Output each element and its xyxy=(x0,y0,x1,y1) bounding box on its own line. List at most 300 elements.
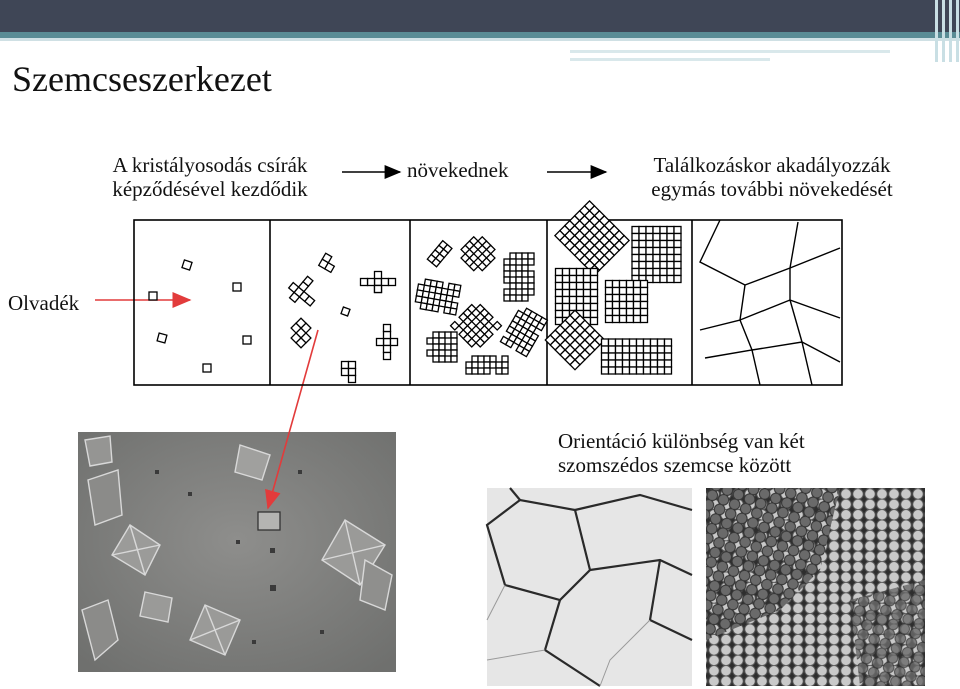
crystal-cell xyxy=(427,298,434,305)
crystal-cell xyxy=(627,281,634,288)
crystal-cell xyxy=(440,294,447,301)
crystal-cell xyxy=(440,249,448,257)
crystal-cell xyxy=(585,231,595,241)
crystal-cell xyxy=(510,283,516,289)
crystal-cell xyxy=(594,221,604,231)
orientation-line1: Orientáció különbség van két xyxy=(558,429,805,453)
crystal-cell xyxy=(539,317,547,325)
crystal-cell xyxy=(439,344,445,350)
crystal-cell xyxy=(243,336,251,344)
crystal-cell xyxy=(577,269,584,276)
crystal xyxy=(632,227,681,283)
crystal-cell xyxy=(674,234,681,241)
crystal-cell xyxy=(591,290,598,297)
crystal-cell xyxy=(486,254,494,262)
crystal-cell xyxy=(620,309,627,316)
crystal-cell xyxy=(470,245,478,253)
crystal-cell xyxy=(590,265,600,275)
crystal-cell xyxy=(523,322,531,330)
crystal-cell xyxy=(616,353,623,360)
crystal-cell xyxy=(585,201,595,211)
crystal-cell xyxy=(560,236,570,246)
crystal-cell xyxy=(510,259,516,265)
crystal-cell xyxy=(660,255,667,262)
crystal-cell xyxy=(639,227,646,234)
crystal xyxy=(286,318,316,348)
crystal-cell xyxy=(639,269,646,276)
crystal-cell xyxy=(604,250,614,260)
crystal xyxy=(500,305,547,356)
step1-line1: A kristályosodás csírák xyxy=(112,153,308,177)
crystal-cell xyxy=(528,283,534,289)
crystal-cell xyxy=(451,332,457,338)
crystal-cell xyxy=(630,353,637,360)
crystal-cell xyxy=(580,226,590,236)
crystal-cell xyxy=(361,279,368,286)
crystal-cell xyxy=(606,295,613,302)
crystal-cell xyxy=(384,339,391,346)
crystal-cell xyxy=(522,259,528,265)
crystal-cell xyxy=(433,344,439,350)
crystal-cell xyxy=(570,290,577,297)
crystal-cell xyxy=(590,236,600,246)
crystal-cell xyxy=(639,241,646,248)
crystal-cell xyxy=(504,295,510,301)
panel-impingement xyxy=(545,201,681,374)
crystal-cell xyxy=(563,297,570,304)
crystal xyxy=(451,300,502,351)
crystal-cell xyxy=(529,311,537,319)
crystal-cell xyxy=(584,290,591,297)
deco-line xyxy=(570,50,890,53)
crystal-cell xyxy=(528,289,534,295)
crystal-cell xyxy=(493,322,501,330)
crystal-cell xyxy=(613,288,620,295)
deco-line xyxy=(935,0,938,62)
crystal xyxy=(555,201,629,275)
crystal-cell xyxy=(556,283,563,290)
crystal-cell xyxy=(482,258,490,266)
crystal-cell xyxy=(478,262,486,270)
crystal-cell xyxy=(512,329,520,337)
crystal-cell xyxy=(653,262,660,269)
crystal-cell xyxy=(665,339,672,346)
crystal-cell xyxy=(585,325,595,335)
crystal-cell xyxy=(563,304,570,311)
crystal-cell xyxy=(599,245,609,255)
crystal-cell xyxy=(667,241,674,248)
crystal-cell xyxy=(516,277,522,283)
crystal-cell xyxy=(641,302,648,309)
crystal-cell xyxy=(556,276,563,283)
crystal-cell xyxy=(463,334,471,342)
crystal-cell xyxy=(575,250,585,260)
crystal-cell xyxy=(674,276,681,283)
crystal-cell xyxy=(630,367,637,374)
crystal-cell xyxy=(296,328,306,338)
crystal xyxy=(504,253,534,301)
crystal-cell xyxy=(584,283,591,290)
crystal-cell xyxy=(472,368,478,374)
crystal-cell xyxy=(433,338,439,344)
crystal-cell xyxy=(555,325,565,335)
deco-line xyxy=(956,0,959,62)
crystal-cell xyxy=(570,276,577,283)
crystal-cell xyxy=(658,339,665,346)
crystal-cell xyxy=(484,330,492,338)
crystal-cell xyxy=(427,255,435,263)
crystal-cell xyxy=(609,339,616,346)
crystal-cell xyxy=(646,241,653,248)
crystal-cell xyxy=(606,281,613,288)
crystal-cell xyxy=(646,255,653,262)
crystal-cell xyxy=(667,234,674,241)
crystal xyxy=(361,272,396,293)
crystal-cell xyxy=(565,231,575,241)
melt-label: Olvadék xyxy=(8,291,80,315)
crystal-cell xyxy=(384,353,391,360)
crystal-cell xyxy=(609,226,619,236)
crystal-cell xyxy=(639,276,646,283)
crystal-cell xyxy=(391,339,398,346)
crystal-cell xyxy=(556,304,563,311)
crystal-cell xyxy=(478,254,486,262)
crystal-cell xyxy=(644,353,651,360)
crystal-cell xyxy=(570,350,580,360)
crystal-cell xyxy=(555,335,565,345)
crystal-cell xyxy=(480,309,488,317)
crystal-cell xyxy=(614,241,624,251)
crystal-cell xyxy=(660,262,667,269)
crystal-cell xyxy=(463,317,471,325)
crystal-cell xyxy=(606,316,613,323)
crystal-cell xyxy=(570,226,580,236)
crystal-cell xyxy=(341,307,350,316)
crystal-cell xyxy=(502,368,508,374)
crystal-cell xyxy=(585,345,595,355)
crystal-cell xyxy=(560,350,570,360)
crystal-cell xyxy=(585,250,595,260)
crystal-cell xyxy=(496,368,502,374)
crystal-cell xyxy=(289,283,299,293)
crystal-cell xyxy=(660,241,667,248)
crystal-cell xyxy=(616,339,623,346)
crystal-cell xyxy=(522,283,528,289)
crystal-cell xyxy=(575,315,585,325)
crystal-cell xyxy=(630,360,637,367)
crystal-cell xyxy=(565,325,575,335)
crystal-cell xyxy=(563,269,570,276)
crystal-cell xyxy=(484,356,490,362)
crystal-cell xyxy=(591,318,598,325)
crystal-cell xyxy=(580,340,590,350)
crystal-cell xyxy=(349,362,356,369)
crystal-cell xyxy=(427,338,433,344)
crystal-cell xyxy=(658,346,665,353)
crystal-cell xyxy=(595,335,605,345)
crystal-cell xyxy=(646,227,653,234)
crystal-cell xyxy=(602,353,609,360)
crystal-cell xyxy=(524,308,532,316)
crystal-cell xyxy=(627,288,634,295)
crystal-cell xyxy=(653,255,660,262)
crystal-cell xyxy=(451,356,457,362)
crystal-cell xyxy=(510,277,516,283)
crystal-cell xyxy=(299,292,309,302)
crystal-cell xyxy=(528,271,534,277)
orientation-line2: szomszédos szemcse között xyxy=(558,453,792,477)
crystal-cell xyxy=(658,353,665,360)
crystal-cell xyxy=(476,322,484,330)
crystal-cell xyxy=(342,362,349,369)
crystal-cell xyxy=(510,289,516,295)
crystal-cell xyxy=(522,289,528,295)
crystal-cell xyxy=(570,320,580,330)
crystal-cell xyxy=(510,265,516,271)
crystal-cell xyxy=(563,290,570,297)
crystal-cell xyxy=(502,362,508,368)
crystal-cell xyxy=(445,356,451,362)
crystal-cell xyxy=(296,318,306,328)
crystal-cell xyxy=(585,260,595,270)
crystal-cell xyxy=(516,253,522,259)
crystal-cell xyxy=(634,281,641,288)
crystal-cell xyxy=(577,304,584,311)
crystal-cell xyxy=(451,338,457,344)
crystal-cell xyxy=(480,334,488,342)
crystal-cell xyxy=(658,360,665,367)
crystal-cell xyxy=(565,315,575,325)
crystal-cell xyxy=(439,300,446,307)
crystal-cell xyxy=(580,206,590,216)
crystal-cell xyxy=(384,325,391,332)
crystal-cell xyxy=(182,260,192,270)
crystal-cell xyxy=(620,316,627,323)
crystal-cell xyxy=(431,250,439,258)
crystal-cell xyxy=(427,350,433,356)
crystal-cell xyxy=(580,320,590,330)
crystal-cell xyxy=(660,269,667,276)
crystal-cell xyxy=(450,308,457,315)
crystal-cell xyxy=(504,277,510,283)
crystal-cell xyxy=(646,262,653,269)
crystal-cell xyxy=(463,326,471,334)
crystal-cell xyxy=(616,367,623,374)
crystal-cell xyxy=(674,227,681,234)
crystal-cell xyxy=(660,227,667,234)
crystal-cell xyxy=(563,276,570,283)
crystal-cell xyxy=(482,241,490,249)
crystal-cell xyxy=(653,269,660,276)
crystal-cell xyxy=(291,323,301,333)
crystal-cell xyxy=(570,330,580,340)
crystal-cell xyxy=(580,245,590,255)
crystal-cell xyxy=(203,364,211,372)
crystal-cell xyxy=(584,269,591,276)
crystal-cell xyxy=(520,327,528,335)
crystal-cell xyxy=(577,311,584,318)
crystal-cell xyxy=(451,302,458,309)
crystal-cell xyxy=(632,227,639,234)
crystal-cell xyxy=(660,248,667,255)
crystal-cell xyxy=(591,269,598,276)
crystal-cell xyxy=(609,346,616,353)
crystal-cell xyxy=(570,318,577,325)
crystal-cell xyxy=(616,346,623,353)
crystal-cell xyxy=(461,254,469,262)
deco-line xyxy=(570,58,770,61)
crystal-cell xyxy=(555,231,565,241)
crystal-cell xyxy=(531,319,539,327)
crystal-cell xyxy=(616,360,623,367)
crystal-cell xyxy=(653,234,660,241)
crystal-cell xyxy=(504,265,510,271)
crystal-cell xyxy=(528,253,534,259)
crystal-cell xyxy=(674,262,681,269)
crystal-cell xyxy=(486,245,494,253)
crystal-cell xyxy=(426,304,433,311)
crystal-cell xyxy=(660,276,667,283)
crystal-cell xyxy=(434,293,441,300)
crystal-cell xyxy=(634,288,641,295)
crystal-cell xyxy=(560,330,570,340)
crystal-cell xyxy=(609,353,616,360)
crystal-cell xyxy=(651,367,658,374)
crystal-cell xyxy=(512,316,520,324)
crystal-cell xyxy=(463,309,471,317)
crystal-cell xyxy=(591,276,598,283)
crystal-cell xyxy=(665,360,672,367)
crystal-cell xyxy=(509,334,517,342)
crystal-cell xyxy=(377,339,384,346)
crystal-cell xyxy=(417,284,424,291)
step3-line1: Találkozáskor akadályozzák xyxy=(653,153,891,177)
crystal-cell xyxy=(627,316,634,323)
crystal-cell xyxy=(516,283,522,289)
crystal-cell xyxy=(604,231,614,241)
crystal-cell xyxy=(432,258,440,266)
panel-grains xyxy=(700,220,840,385)
crystal-cell xyxy=(422,291,429,298)
crystal-cell xyxy=(504,259,510,265)
crystal-cell xyxy=(623,360,630,367)
crystal-cell xyxy=(658,367,665,374)
crystal-cell xyxy=(524,343,532,351)
crystal-cell xyxy=(459,322,467,330)
crystal-cell xyxy=(585,221,595,231)
crystal-cell xyxy=(303,276,313,286)
crystal-cell xyxy=(632,269,639,276)
crystal-cell xyxy=(490,362,496,368)
crystal-cell xyxy=(634,295,641,302)
crystal-cell xyxy=(599,226,609,236)
crystal-cell xyxy=(506,326,514,334)
crystal-cell xyxy=(674,241,681,248)
crystal-cell xyxy=(525,330,533,338)
crystal-cell xyxy=(468,338,476,346)
crystal-cell xyxy=(349,376,356,383)
crystal-cell xyxy=(500,336,508,344)
crystal-cell xyxy=(620,281,627,288)
crystal xyxy=(457,233,499,275)
crystal-cell xyxy=(632,262,639,269)
crystal-cell xyxy=(653,227,660,234)
crystal-cell xyxy=(504,289,510,295)
crystal-cell xyxy=(301,333,311,343)
crystal-cell xyxy=(637,367,644,374)
crystal-cell xyxy=(448,283,455,290)
crystal xyxy=(414,278,461,315)
crystal-cell xyxy=(294,287,304,297)
crystal-cell xyxy=(575,241,585,251)
crystal-cell xyxy=(623,353,630,360)
crystal-cell xyxy=(619,236,629,246)
crystal-cell xyxy=(651,353,658,360)
crystal-cell xyxy=(606,309,613,316)
crystal-cell xyxy=(570,360,580,370)
crystal-cell xyxy=(570,304,577,311)
crystal-cell xyxy=(325,263,335,273)
crystal-cell xyxy=(641,309,648,316)
crystal-cell xyxy=(472,362,478,368)
crystal-cell xyxy=(590,226,600,236)
panel-growth xyxy=(284,253,397,382)
crystal-cell xyxy=(599,216,609,226)
crystal-cell xyxy=(445,332,451,338)
crystal-cell xyxy=(478,245,486,253)
crystal-cell xyxy=(667,248,674,255)
crystal-cell xyxy=(453,290,460,297)
crystal-cell xyxy=(651,339,658,346)
crystal-cell xyxy=(570,236,580,246)
crystal-cell xyxy=(454,284,461,291)
crystal-cell xyxy=(613,295,620,302)
deco-line xyxy=(949,0,952,62)
crystal-cell xyxy=(563,318,570,325)
crystal-cell xyxy=(590,216,600,226)
crystal-cell xyxy=(613,302,620,309)
crystal-cell xyxy=(665,367,672,374)
crystal-cell xyxy=(556,269,563,276)
crystal-cell xyxy=(550,330,560,340)
crystal-cell xyxy=(575,221,585,231)
crystal-cell xyxy=(565,241,575,251)
crystal-cell xyxy=(637,360,644,367)
crystal-cell xyxy=(472,356,478,362)
crystal-cell xyxy=(451,344,457,350)
crystal-cell xyxy=(560,226,570,236)
crystal-cell xyxy=(382,279,389,286)
crystal-cell xyxy=(644,360,651,367)
slide-title: Szemcseszerkezet xyxy=(12,59,272,99)
crystal-cell xyxy=(590,340,600,350)
crystal-cell xyxy=(623,367,630,374)
crystal-cell xyxy=(470,262,478,270)
crystal-cell xyxy=(580,350,590,360)
crystal-cell xyxy=(667,276,674,283)
crystal-cell xyxy=(444,307,451,314)
crystal-cell xyxy=(591,297,598,304)
crystal-cell xyxy=(375,272,382,279)
crystal-cell xyxy=(634,302,641,309)
crystal-cell xyxy=(478,356,484,362)
crystal-cell xyxy=(585,241,595,251)
crystal-cell xyxy=(522,271,528,277)
crystal xyxy=(319,253,338,272)
crystal xyxy=(556,269,598,325)
crystal-cell xyxy=(480,317,488,325)
orientation-text xyxy=(558,429,805,477)
